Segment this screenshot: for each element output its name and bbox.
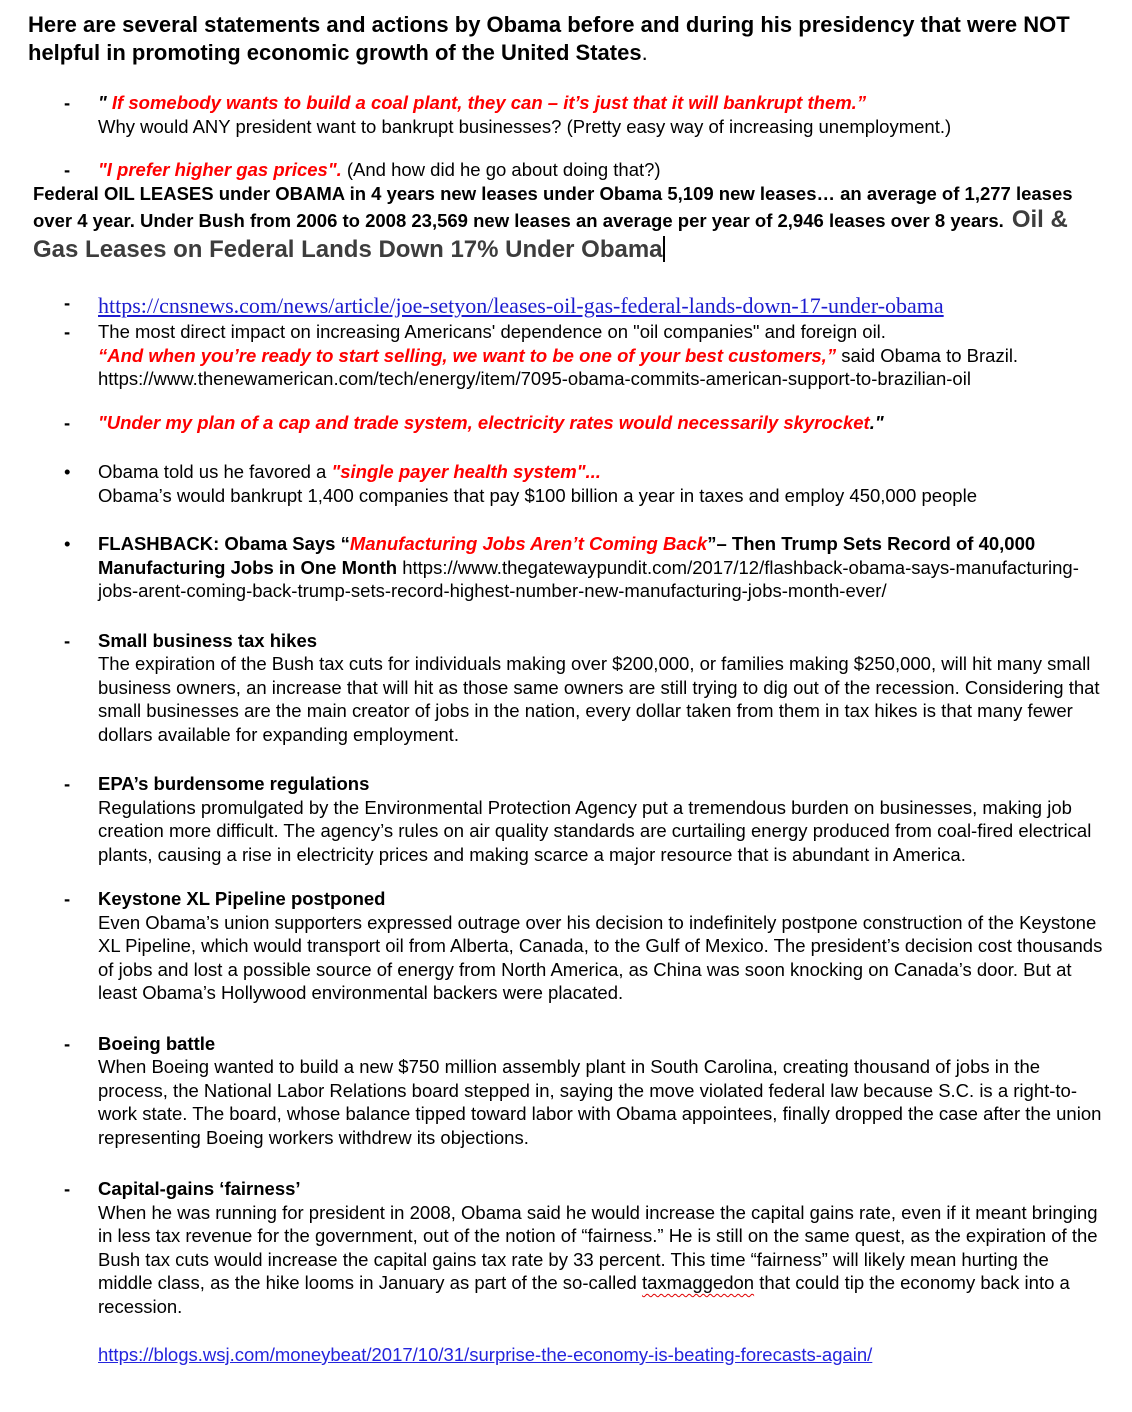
capital-gains-body-after: that could tip the economy back into a recession.	[98, 1272, 1070, 1317]
dash-marker: -	[64, 1178, 71, 1199]
list-item-flashback	[28, 532, 1106, 603]
epa-body: Regulations promulgated by the Environmental Protection Agency put a tremendous burden on businesses, making job creation more difficult. The agency’s rules on air quality standards are curtailing energy produced from coal-fired electrical plants, causing a rise in electricity prices and making scarce a major resource that is abundant in America.	[98, 796, 1092, 865]
wsj-link[interactable]: https://blogs.wsj.com/moneybeat/2017/10/31/surprise-the-economy-is-beating-forecasts-again/	[98, 1344, 873, 1365]
flashback-bold-after: ”– Then Trump Sets Record of 40,000 Manufacturing Jobs in One Month	[98, 533, 1036, 578]
coal-open-quote: "	[98, 92, 112, 113]
list-item-boeing	[28, 1032, 1106, 1150]
small-business-body: The expiration of the Bush tax cuts for individuals making over $200,000, or families making $250,000, will hit many small business owners, an increase that will hit as those same owners are still trying to dig out of the recession. Considering that small businesses are the main creator of jobs in the nation, every dollar taken from them in tax hikes is that many fewer dollars available for expanding employment.	[98, 653, 1100, 745]
capital-gains-body-before: When he was running for president in 2008, Obama said he would increase the capital gains rate, even if it meant bringing in less tax revenue for the government, out of the notion of “fairness.” He is still on the same quest, as the expiration of the Bush tax cuts would increase the capital gains tax rate by 33 percent. This time “fairness” will likely mean hurting the middle class, as the hike looms in January as part of the so-called	[98, 1201, 1098, 1293]
dash-marker: -	[64, 92, 71, 113]
dash-marker: -	[64, 292, 71, 313]
dash-marker: -	[64, 629, 71, 651]
brazil-attribution: said Obama to Brazil.	[836, 344, 1019, 366]
document-title	[28, 11, 1106, 67]
gatewaypundit-url-text: https://www.thegatewaypundit.com/2017/12/flashback-obama-says-manufacturing-jobs-arent-coming-back-trump-sets-record-highest-number-new-manufacturing-jobs-month-ever/	[98, 556, 1079, 601]
thenewamerican-url-text: https://www.thenewamerican.com/tech/energy/item/7095-obama-commits-american-support-to-brazilian-oil	[98, 368, 971, 389]
boeing-heading: Boeing battle	[98, 1032, 216, 1054]
list-item-small-business	[28, 629, 1106, 747]
dash-marker: -	[64, 321, 71, 342]
coal-comment: Why would ANY president want to bankrupt businesses? (Pretty easy way of increasing unemployment.)	[98, 115, 952, 137]
flashback-quote: Manufacturing Jobs Aren’t Coming Back	[349, 533, 708, 554]
bullet-marker: •	[64, 461, 71, 482]
gas-aside: (And how did he go about doing that?)	[346, 159, 661, 180]
document-title-period: .	[641, 40, 648, 65]
cap-trade-quote-end: ."	[869, 411, 884, 433]
oil-gas-headline: Oil & Gas Leases on Federal Lands Down 17% Under Obama	[33, 206, 1068, 263]
bullet-marker: •	[64, 533, 71, 554]
list-item-capital-gains	[28, 1177, 1106, 1318]
list-item-keystone	[28, 887, 1106, 1005]
dash-marker: -	[64, 773, 71, 794]
wsj-link-row	[28, 1343, 1106, 1367]
single-payer-before: Obama told us he favored a	[98, 461, 332, 482]
brazil-quote-text: “And when you’re ready to start selling, we want to be one of your best customers,”	[98, 344, 837, 366]
text-cursor	[663, 236, 665, 262]
list-item-cap-trade-quote	[28, 411, 1106, 435]
flashback-bold-before: FLASHBACK: Obama Says “	[98, 533, 350, 554]
single-payer-line2: Obama’s would bankrupt 1,400 companies that pay $100 billion a year in taxes and employ 450,000 people	[98, 484, 977, 506]
list-item-epa	[28, 772, 1106, 866]
spellcheck-misspelled-word: taxmaggedon	[641, 1272, 755, 1293]
document-title-text: Here are several statements and actions by Obama before and during his presidency that were NOT helpful in promoting economic growth of the United States	[28, 12, 1070, 65]
list-item-gas-prices-quote	[28, 158, 1106, 182]
cap-trade-quote-text: "Under my plan of a cap and trade system, electricity rates would necessarily skyrocket	[98, 411, 870, 433]
list-item-oil-dependence	[28, 320, 1106, 391]
dash-marker: -	[64, 159, 71, 180]
dash-marker: -	[64, 888, 71, 909]
list-item-coal-plant-quote	[28, 91, 1106, 138]
federal-oil-leases-paragraph	[28, 182, 1106, 266]
capital-gains-heading: Capital-gains ‘fairness’	[98, 1178, 301, 1199]
single-payer-quote: "single payer health system"...	[331, 461, 601, 482]
list-item-cnsnews-link	[28, 291, 1106, 320]
boeing-body: When Boeing wanted to build a new $750 million assembly plant in South Carolina, creating thousand of jobs in the process, the National Labor Relations board stepped in, saying the move violated federal law because S.C. is a right-to-work state. The board, whose balance tipped toward labor with Obama appointees, finally dropped the case after the union representing Boeing workers withdrew its objections.	[98, 1056, 1102, 1148]
dash-marker: -	[64, 411, 71, 433]
keystone-heading: Keystone XL Pipeline postponed	[98, 888, 386, 909]
small-business-heading: Small business tax hikes	[98, 629, 318, 651]
impact-line1: The most direct impact on increasing Americans' dependence on "oil companies" and foreign oil.	[98, 321, 886, 342]
cnsnews-link[interactable]: https://cnsnews.com/news/article/joe-setyon/leases-oil-gas-federal-lands-down-17-under-obama	[98, 293, 944, 318]
list-item-single-payer	[28, 460, 1106, 507]
epa-heading: EPA’s burdensome regulations	[98, 773, 370, 794]
coal-quote-text: If somebody wants to build a coal plant, they can – it’s just that it will bankrupt them.”	[111, 92, 867, 113]
leases-bold-text: Federal OIL LEASES under OBAMA in 4 years new leases under Obama 5,109 new leases… an average of 1,277 leases over 4 year. Under Bush from 2006 to 2008 23,569 new leases an average per year of 2,946 leases over 8 years.	[33, 182, 1073, 231]
keystone-body: Even Obama’s union supporters expressed outrage over his decision to indefinitely postpone construction of the Keystone XL Pipeline, which would transport oil from Alberta, Canada, to the Gulf of Mexico. The president’s decision cost thousands of jobs and lost a possible source of energy from North America, as China was soon knocking on Canada’s door. But at least Obama’s Hollywood environmental backers were placated.	[98, 911, 1103, 1003]
gas-quote-text: "I prefer higher gas prices".	[98, 159, 347, 180]
dash-marker: -	[64, 1032, 71, 1054]
